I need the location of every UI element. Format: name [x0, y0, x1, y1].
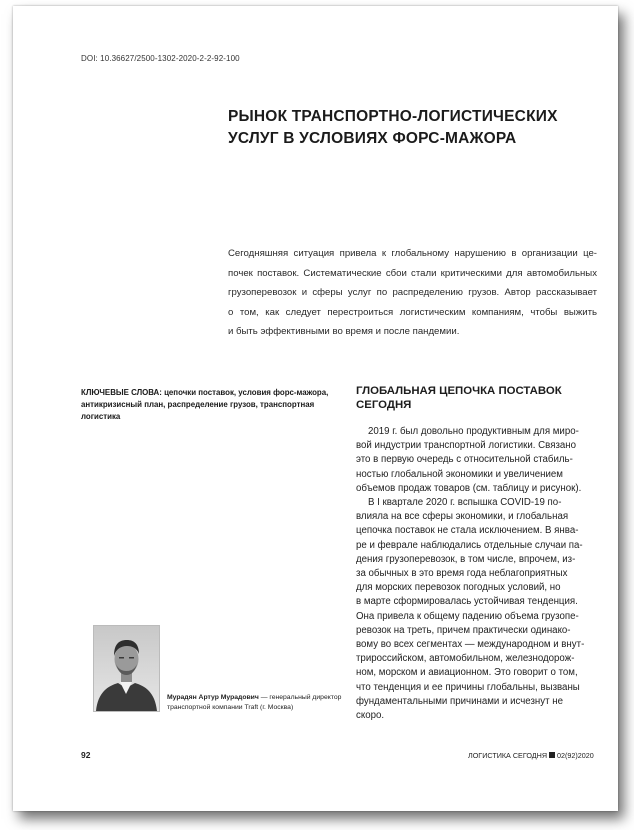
- body-line: это в первую очередь с относительной стабиль-: [356, 454, 573, 466]
- body-line: фундаментальными причинами и исчезнут не: [356, 695, 563, 707]
- doi-line: DOI: 10.36627/2500-1302-2020-2-2-92-100: [81, 54, 240, 63]
- author-photo: [93, 625, 160, 712]
- body-line: Она привела к общему падению объема грузопе-: [356, 610, 579, 622]
- abstract-line: Сегодняшняя ситуация привела к глобальному нарушению в организации це-: [228, 248, 597, 259]
- body-line: ном, морском и авиационном. Это говорит о том,: [356, 667, 578, 679]
- body-line: 2019 г. был довольно продуктивным для миро-: [368, 426, 579, 437]
- body-line: дения грузоперевозок, в том числе, впрочем, из-: [356, 553, 576, 565]
- page-number: 92: [81, 750, 91, 760]
- square-separator-icon: [549, 752, 555, 758]
- author-caption: [167, 693, 357, 713]
- journal-issue: 02(92)2020: [557, 751, 594, 760]
- body-line: что тенденция и ее причины глобальны, вызваны: [356, 681, 580, 693]
- article-title: [228, 106, 588, 150]
- body-line: ревозок на треть, причем практически одинако-: [356, 624, 571, 636]
- journal-footer: [468, 751, 594, 760]
- author-name: Мурадян Артур Мурадович: [167, 694, 259, 701]
- section-heading-line: ГЛОБАЛЬНАЯ ЦЕПОЧКА ПОСТАВОК: [356, 385, 562, 397]
- body-line: вой индустрии транспортной логистики. Связано: [356, 440, 577, 452]
- body-line: вому во всех сегментах — международном и внут-: [356, 639, 585, 651]
- body-line: влияла на все сферы экономики, и глобальная: [356, 511, 569, 523]
- author-company: транспортной компании Traft (г. Москва): [167, 704, 294, 711]
- abstract-line: грузоперевозок и сферы услуг по распределению грузов. Автор рассказывает: [228, 287, 597, 299]
- journal-page: [13, 6, 618, 811]
- abstract-line: и быть эффективными во время и после пандемии.: [228, 326, 460, 338]
- author-portrait-icon: [94, 626, 159, 711]
- body-line: объемов продаж товаров (см. таблицу и рисунок).: [356, 482, 582, 494]
- keywords: [81, 387, 331, 423]
- keywords-line: логистика: [81, 412, 121, 421]
- abstract-line: о том, как следует перестроиться логистическим компаниям, чтобы выжить: [228, 306, 597, 318]
- section-heading-line: СЕГОДНЯ: [356, 398, 412, 411]
- author-role: — генеральный директор: [258, 694, 342, 701]
- body-line: скоро.: [356, 710, 385, 722]
- body-line: в марте сформировалась устойчивая тенденция.: [356, 596, 578, 608]
- body-line: для морских перевозок погодных условий, но: [356, 582, 561, 594]
- abstract-line: почек поставок. Систематические сбои стали критическими для автомобильных: [228, 267, 597, 279]
- title-line: УСЛУГ В УСЛОВИЯХ ФОРС-МАЖОРА: [228, 130, 517, 147]
- body-line: ностью глобальной экономики и увеличением: [356, 468, 563, 480]
- title-line: РЫНОК ТРАНСПОРТНО-ЛОГИСТИЧЕСКИХ: [228, 108, 558, 125]
- body-text: [356, 425, 601, 723]
- keywords-line: КЛЮЧЕВЫЕ СЛОВА: цепочки поставок, условия форс-мажора,: [81, 388, 329, 397]
- journal-name: ЛОГИСТИКА СЕГОДНЯ: [468, 751, 548, 760]
- section-heading: [356, 385, 601, 412]
- abstract: [228, 244, 597, 342]
- body-line: цепочка поставок не стала исключением. В янва-: [356, 525, 579, 537]
- keywords-line: антикризисный план, распределение грузов, транспортная: [81, 400, 315, 409]
- body-line: трироссийском, автомобильном, железнодорож-: [356, 653, 575, 665]
- body-line: ре и феврале наблюдались отдельные случаи па-: [356, 539, 583, 551]
- body-line: В I квартале 2020 г. вспышка COVID-19 по-: [368, 497, 562, 509]
- body-line: за обычных в это время года неблагоприятных: [356, 568, 568, 580]
